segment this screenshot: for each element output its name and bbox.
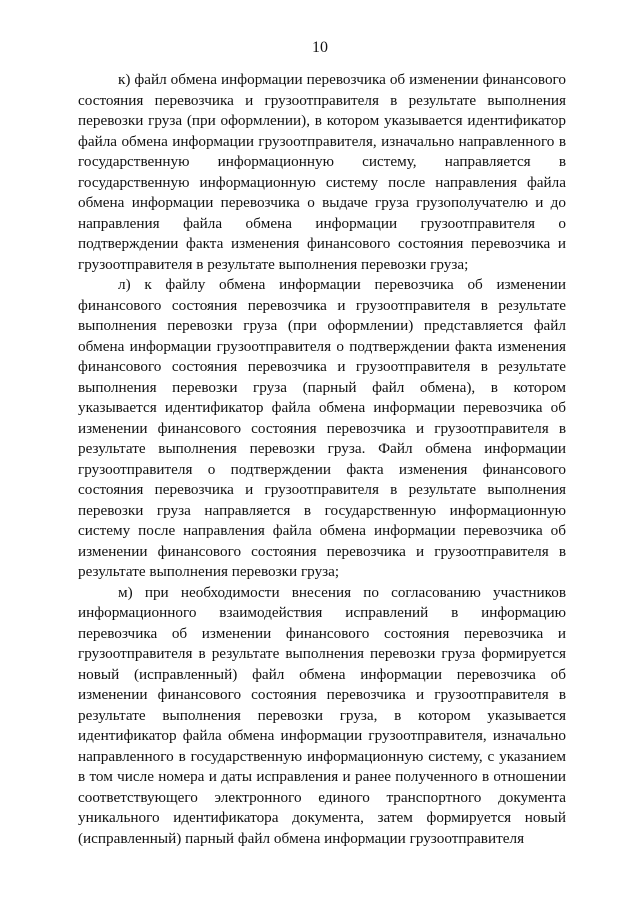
page-number: 10 <box>312 39 328 56</box>
paragraph-m: м) при необходимости внесения по согласованию участников информационного взаимодействия исправлений в информацию перевозчика об изменении финансового состояния перевозчика и грузоотправителя в результате выполнения перевозки груза формируется новый (исправленный) файл обмена информации перевозчика об изменении финансового состояния перевозчика и грузоотправителя в результате выполнения перевозки груза, в котором указывается идентификатор файла обмена информации грузоотправителя, изначально направленного в государственную информационную систему, с указанием в том числе номера и даты исправления и ранее полученного в отношении соответствующего электронного единого транспортного документа уникального идентификатора документа, затем формируется новый (исправленный) парный файл обмена информации грузоотправителя <box>78 583 566 847</box>
document-body <box>78 70 566 849</box>
paragraph-l: л) к файлу обмена информации перевозчика об изменении финансового состояния перевозчика и грузоотправителя в результате выполнения перевозки груза (при оформлении) представляется файл обмена информации грузоотправителя о подтверждении факта изменения финансового состояния перевозчика и грузоотправителя в результате выполнения перевозки груза (парный файл обмена), в котором указывается идентификатор файла обмена информации перевозчика об изменении финансового состояния перевозчика и грузоотправителя в результате выполнения перевозки груза. Файл обмена информации грузоотправителя о подтверждении факта изменения финансового состояния перевозчика и грузоотправителя в результате выполнения перевозки груза направляется в государственную информационную систему после направления файла обмена информации перевозчика об изменении финансового состояния перевозчика и грузоотправителя в результате выполнения перевозки груза; <box>78 276 566 580</box>
paragraph-k: к) файл обмена информации перевозчика об изменении финансового состояния перевозчика и грузоотправителя в результате выполнения перевозки груза (при оформлении), в котором указывается идентификатор файла обмена информации грузоотправителя, изначально направленного в государственную информационную систему, направляется в государственную информационную систему после направления файла обмена информации перевозчика о выдаче груза грузополучателю и до направления файла обмена информации грузоотправителя о подтверждении факта изменения финансового состояния перевозчика и грузоотправителя в результате выполнения перевозки груза; <box>78 71 566 273</box>
